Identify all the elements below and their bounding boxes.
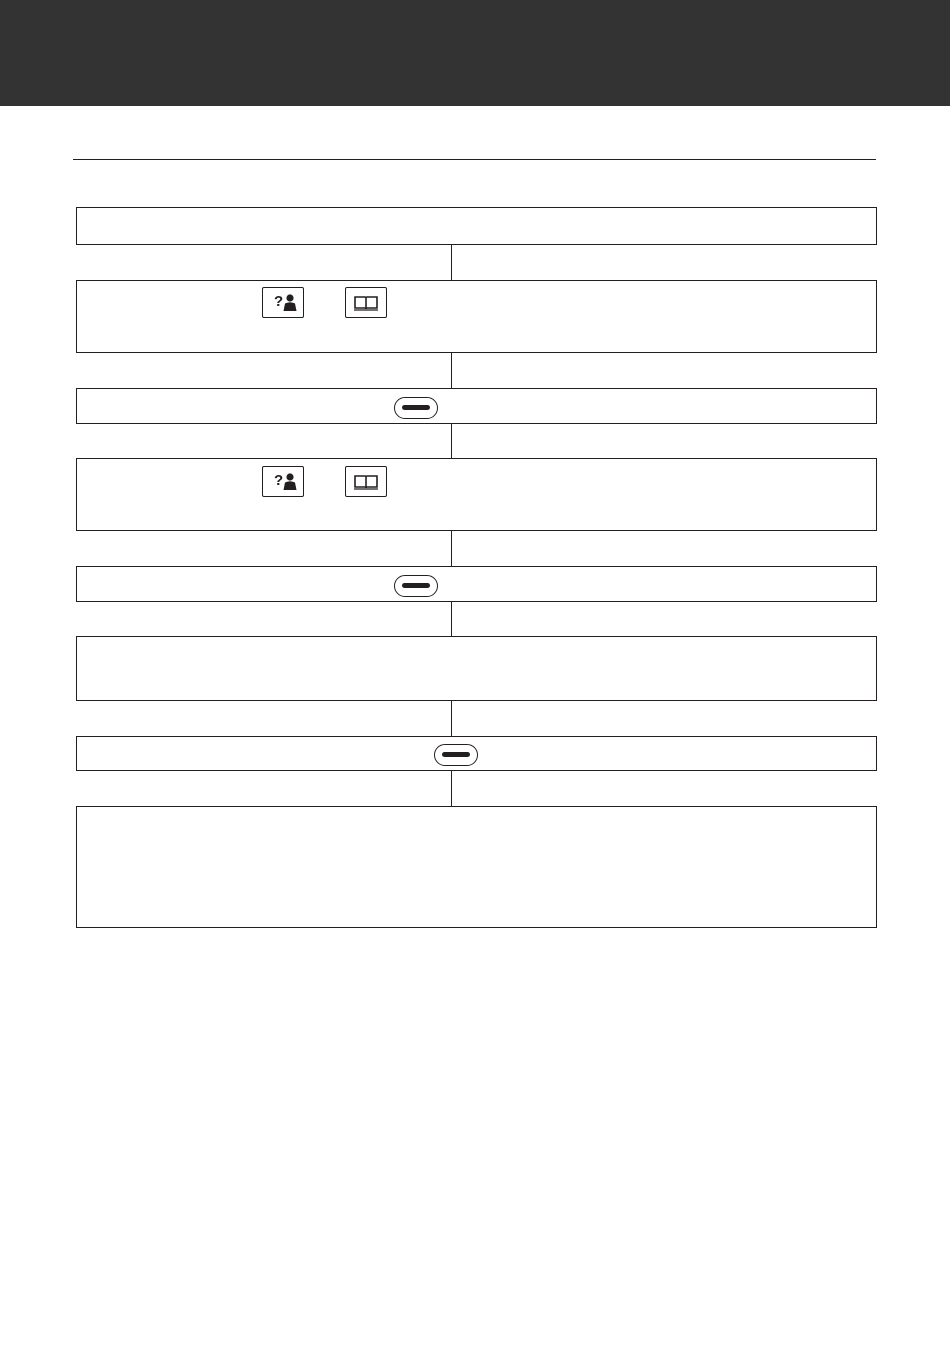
- book-icon: [345, 287, 387, 318]
- book-icon: [345, 466, 387, 497]
- flow-step-2: [76, 280, 877, 353]
- flow-step-3: [76, 388, 877, 424]
- enter-key-icon: [434, 744, 478, 766]
- help-icon: ?: [262, 287, 304, 318]
- header-bar: [0, 0, 950, 106]
- connector-7: [451, 771, 452, 806]
- connector-1: [451, 245, 452, 280]
- enter-key-icon: [394, 397, 438, 419]
- connector-3: [451, 424, 452, 458]
- enter-key-icon: [394, 575, 438, 597]
- connector-2: [451, 353, 452, 388]
- connector-6: [451, 701, 452, 736]
- flow-step-1: [76, 207, 877, 245]
- help-icon: ?: [262, 466, 304, 497]
- connector-5: [451, 602, 452, 636]
- flow-step-6: [76, 636, 877, 701]
- flow-step-7: [76, 736, 877, 771]
- title-rule: [73, 159, 876, 160]
- flow-step-8: [76, 806, 877, 928]
- flow-step-4: [76, 458, 877, 531]
- connector-4: [451, 531, 452, 566]
- flow-step-5: [76, 566, 877, 602]
